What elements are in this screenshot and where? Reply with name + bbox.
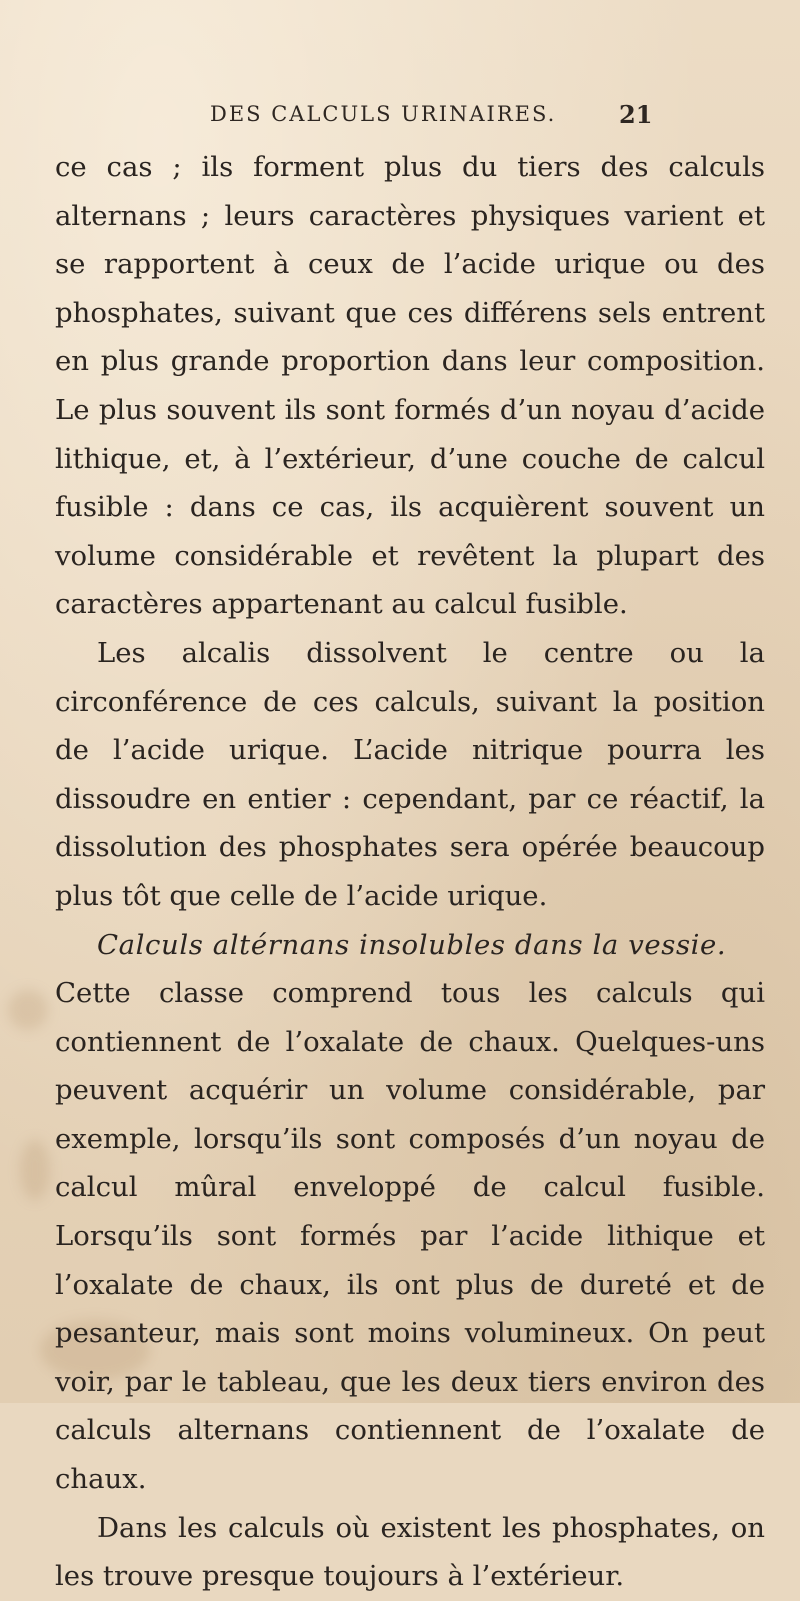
paragraph-2: Les alcalis dissolvent le centre ou la circonférence de ces calculs, suivant la position de l’acide urique. L’acide nitrique pourra les dissoudre en entier : cependant, par ce réactif, la dissolution des phosphates sera opérée beaucoup plus tôt que celle de l’acide urique. <box>55 636 765 912</box>
section-heading: Calculs altérnans insolubles dans la vessie. <box>97 928 727 961</box>
paragraph-4: Dans les calculs où existent les phosphates, on les trouve presque toujours à l’extérieur. <box>55 1511 765 1593</box>
body-text <box>55 143 765 1601</box>
paragraph-1: ce cas ; ils forment plus du tiers des calculs alternans ; leurs caractères physiques varient et se rapportent à ceux de l’acide urique ou des phosphates, suivant que ces différens sels entrent en plus grande proportion dans leur composition. Le plus souvent ils sont formés d’un noyau d’acide lithique, et, à l’extérieur, d’une couche de calcul fusible : dans ce cas, ils acquièrent souvent un volume considérable et revêtent la plupart des caractères appartenant au calcul fusible. <box>55 151 765 621</box>
page-number: 21 <box>619 100 653 129</box>
page-header <box>0 100 800 140</box>
running-title: DES CALCULS URINAIRES. <box>210 102 557 126</box>
paragraph-3: Cette classe comprend tous les calculs qui contiennent de l’oxalate de chaux. Quelques-uns peuvent acquérir un volume considérable, par exemple, lorsqu’ils sont composés d’un noyau de calcul mûral enveloppé de calcul fusible. Lorsqu’ils sont formés par l’acide lithique et l’oxalate de chaux, ils ont plus de dureté et de pesanteur, mais sont moins volumineux. On peut voir, par le tableau, que les deux tiers environ des calculs alternans contiennent de l’oxalate de chaux. <box>55 977 765 1496</box>
paper-stain <box>20 1140 50 1200</box>
paper-stain <box>8 990 48 1030</box>
